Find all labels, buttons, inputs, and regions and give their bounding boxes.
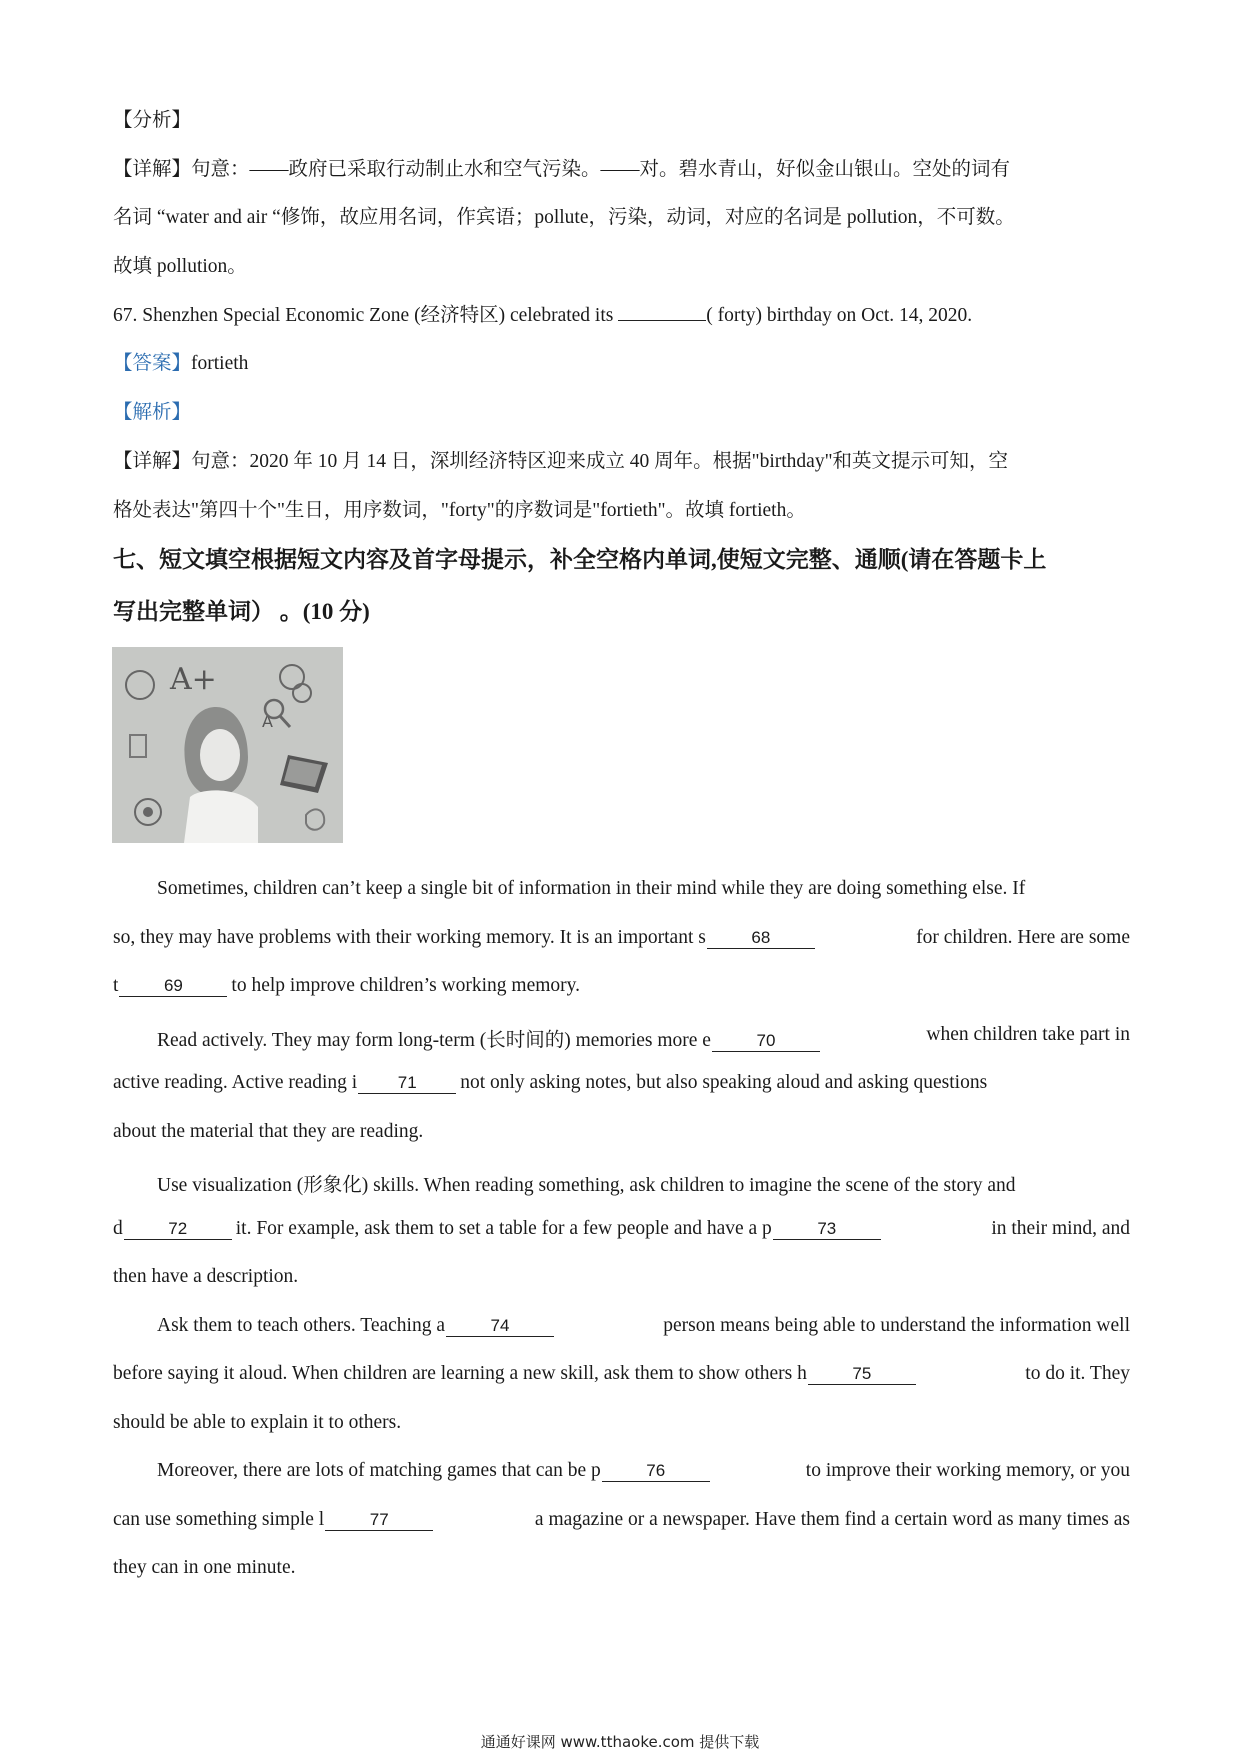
blank-69[interactable]: 69 [119, 976, 227, 997]
detail-66-line-3: 故填 pollution。 [113, 256, 247, 277]
passage-text: active reading. Active reading i [113, 1072, 358, 1093]
blank-75[interactable]: 75 [808, 1364, 916, 1385]
blank-77[interactable]: 77 [325, 1510, 433, 1531]
jiexi-heading: 【解析】 [113, 402, 192, 423]
detail-text: 句意：——政府已采取行动制止水和空气污染。——对。碧水青山，好似金山银山。空处的词有 [191, 159, 1011, 180]
girl-sketch-image [112, 647, 343, 843]
page-footer: 通通好课网 www.tthaoke.com 提供下载 [480, 1733, 760, 1751]
blank-76[interactable]: 76 [602, 1461, 710, 1482]
passage-text: t [113, 975, 119, 996]
blank-73[interactable]: 73 [773, 1219, 881, 1240]
passage-p1-line-2 [113, 927, 1130, 949]
passage-text: to do it. They [1025, 1363, 1130, 1384]
section-7-heading-2: 写出完整单词） 。(10 分) [113, 599, 370, 624]
passage-p2-line-2 [113, 1072, 987, 1094]
answer-value: fortieth [191, 353, 249, 374]
answer-blank [618, 320, 706, 321]
passage-text: Moreover, there are lots of matching games that can be p [157, 1460, 601, 1481]
passage-p3-line-2 [113, 1218, 1130, 1240]
passage-text: Sometimes, children can’t keep a single bit of information in their mind while they are doing something else. If [157, 878, 1026, 899]
passage-text: not only asking notes, but also speaking aloud and asking questions [460, 1072, 988, 1093]
a-plus-doodle: A+ [170, 662, 217, 697]
passage-text: d [113, 1218, 123, 1239]
detail-67-line-1 [113, 445, 1008, 473]
blank-71[interactable]: 71 [358, 1073, 456, 1094]
blank-70[interactable]: 70 [712, 1031, 820, 1052]
passage-p3-line-3: then have a description. [113, 1266, 299, 1287]
answer-line [113, 347, 248, 375]
detail-67-line-2: 格处表达"第四十个"生日，用序数词，"forty"的序数词是"fortieth"。故填 fortieth。 [113, 500, 806, 521]
passage-p1-line-3 [113, 975, 580, 997]
passage-p5-line-3: they can in one minute. [113, 1557, 296, 1578]
passage-text: before saying it aloud. When children are learning a new skill, ask them to show others h [113, 1363, 807, 1384]
passage-text: so, they may have problems with their working memory. It is an important s [113, 927, 706, 948]
blank-74[interactable]: 74 [446, 1316, 554, 1337]
passage-text: person means being able to understand the information well [663, 1315, 1130, 1336]
passage-p4-line-2 [113, 1363, 1130, 1385]
blank-68[interactable]: 68 [707, 928, 815, 949]
detail-text: 句意：2020 年 10 月 14 日，深圳经济特区迎来成立 40 周年。根据"birthday"和英文提示可知，空 [191, 451, 1009, 472]
question-67-text: 67. Shenzhen Special Economic Zone (经济特区) celebrated its [113, 305, 619, 326]
passage-p4-line-1 [113, 1315, 1130, 1337]
question-67-hint: ( forty) birthday on Oct. 14, 2020. [706, 305, 973, 326]
passage-p5-line-2 [113, 1509, 1130, 1531]
analysis-heading: 【分析】 [113, 110, 192, 131]
detail-label: 【详解】 [113, 159, 192, 180]
passage-text: in their mind, and [991, 1218, 1130, 1239]
passage-text: to improve their working memory, or you [805, 1460, 1130, 1481]
passage-text: for children. Here are some [916, 927, 1130, 948]
a-doodle: A [262, 712, 273, 731]
passage-text: can use something simple l [113, 1509, 325, 1530]
passage-text: to help improve children’s working memory. [231, 975, 581, 996]
passage-p3-line-1 [113, 1169, 1016, 1197]
blank-72[interactable]: 72 [124, 1219, 232, 1240]
section-7-heading: 七、短文填空根据短文内容及首字母提示，补全空格内单词,使短文完整、通顺(请在答题卡上 [113, 547, 1047, 572]
passage-illustration [112, 647, 343, 843]
passage-text: Read actively. They may form long-term (长时间的) memories more e [157, 1030, 711, 1051]
passage-p4-line-3: should be able to explain it to others. [113, 1412, 402, 1433]
passage-text: a magazine or a newspaper. Have them find a certain word as many times as [534, 1509, 1130, 1530]
answer-label: 【答案】 [113, 353, 192, 374]
passage-p1-line-1 [113, 878, 1025, 900]
question-67 [113, 299, 972, 327]
passage-text: Ask them to teach others. Teaching a [157, 1315, 445, 1336]
detail-label: 【详解】 [113, 451, 192, 472]
detail-66-line-1 [113, 153, 1010, 181]
passage-p2-line-3: about the material that they are reading. [113, 1121, 424, 1142]
passage-p2-line-1 [113, 1024, 1130, 1052]
detail-66-line-2: 名词 “water and air “修饰，故应用名词，作宾语；pollute，污染，动词，对应的名词是 pollution，不可数。 [113, 207, 1015, 228]
passage-text: Use visualization (形象化) skills. When reading something, ask children to imagine the scene of the story and [157, 1175, 1016, 1196]
passage-text: it. For example, ask them to set a table for a few people and have a p [235, 1218, 772, 1239]
passage-text: when children take part in [926, 1024, 1130, 1045]
passage-p5-line-1 [113, 1460, 1130, 1482]
